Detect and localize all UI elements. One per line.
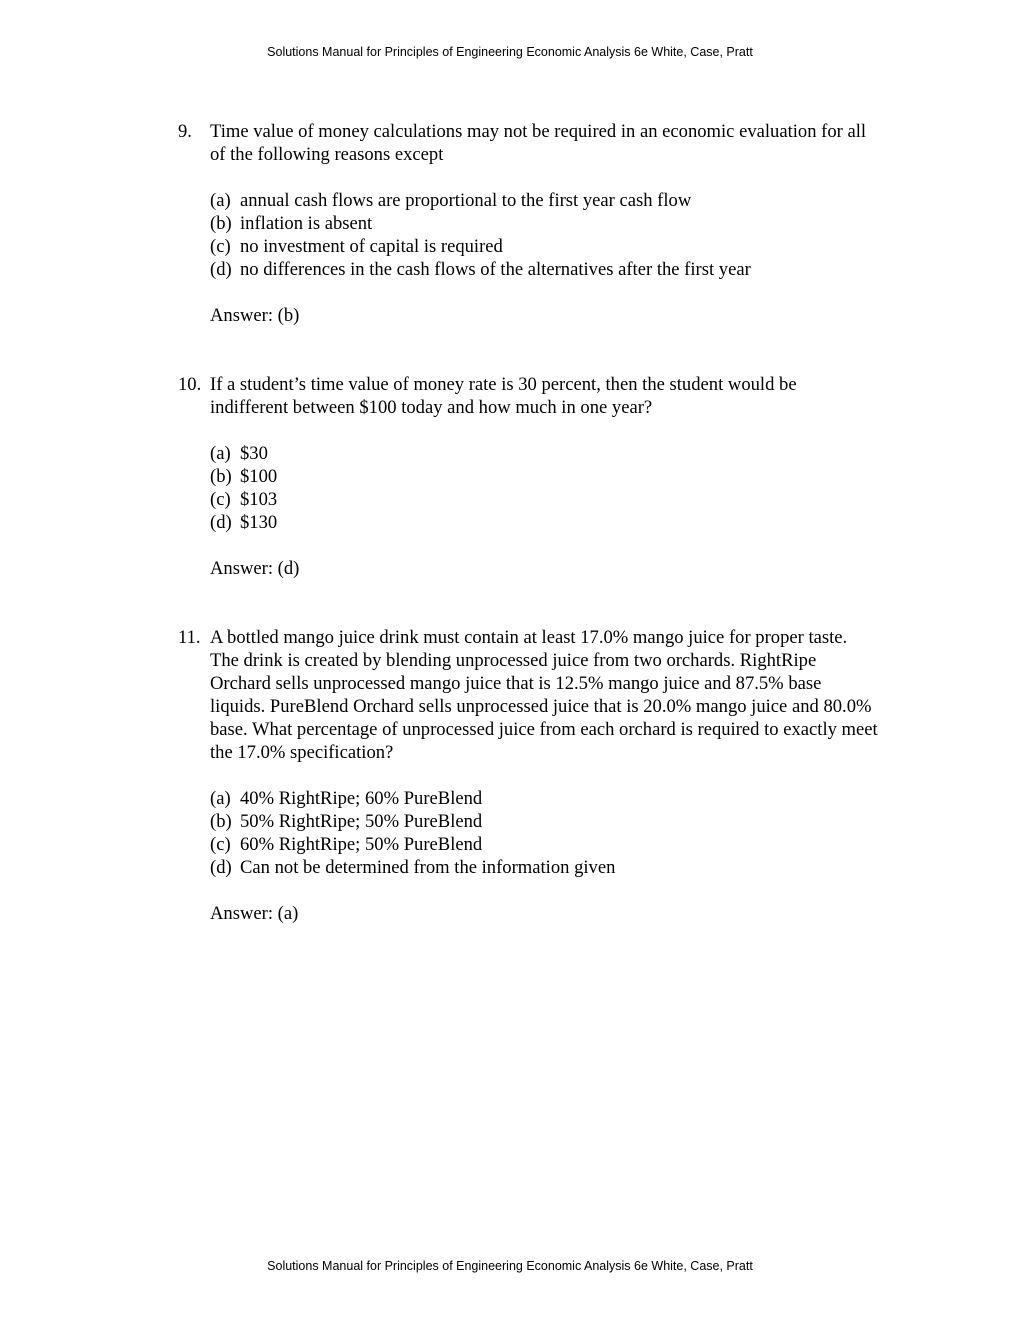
option-text: $100 <box>240 466 278 487</box>
option-text: annual cash flows are proportional to the first year cash flow <box>240 190 692 211</box>
option-d <box>210 511 878 534</box>
question-9 <box>178 120 878 327</box>
option-letter: (d) <box>210 512 232 533</box>
question-text: If a student’s time value of money rate is 30 percent, then the student would be indifferent between $100 today and how much in one year? <box>210 374 797 418</box>
option-d <box>210 258 878 281</box>
option-text: no investment of capital is required <box>240 236 503 257</box>
option-text: no differences in the cash flows of the alternatives after the first year <box>240 259 751 280</box>
option-b <box>210 465 878 488</box>
answer-text: Answer: (b) <box>210 305 300 326</box>
option-letter: (b) <box>210 466 232 487</box>
option-text: $130 <box>240 512 278 533</box>
option-letter: (d) <box>210 857 232 878</box>
option-letter: (d) <box>210 259 232 280</box>
answer-text: Answer: (d) <box>210 558 300 579</box>
question-number: 9. <box>178 121 192 142</box>
option-letter: (b) <box>210 213 232 234</box>
question-10 <box>178 373 878 580</box>
option-b <box>210 810 878 833</box>
option-text: 40% RightRipe; 60% PureBlend <box>240 788 483 809</box>
question-stem <box>178 373 878 419</box>
option-c <box>210 488 878 511</box>
option-letter: (c) <box>210 834 231 855</box>
option-list <box>178 442 878 534</box>
option-letter: (c) <box>210 236 231 257</box>
running-footer: Solutions Manual for Principles of Engineering Economic Analysis 6e White, Case, Pratt <box>267 1259 753 1273</box>
option-letter: (a) <box>210 190 231 211</box>
option-text: $30 <box>240 443 268 464</box>
running-header: Solutions Manual for Principles of Engineering Economic Analysis 6e White, Case, Pratt <box>267 45 753 59</box>
option-text: 60% RightRipe; 50% PureBlend <box>240 834 483 855</box>
option-c <box>210 833 878 856</box>
question-number: 10. <box>178 374 202 395</box>
option-letter: (a) <box>210 443 231 464</box>
option-c <box>210 235 878 258</box>
option-text: Can not be determined from the information given <box>240 857 616 878</box>
question-stem <box>178 626 878 764</box>
option-letter: (b) <box>210 811 232 832</box>
option-a <box>210 442 878 465</box>
option-a <box>210 787 878 810</box>
option-a <box>210 189 878 212</box>
question-number: 11. <box>178 627 201 648</box>
option-list <box>178 189 878 281</box>
option-b <box>210 212 878 235</box>
option-text: $103 <box>240 489 278 510</box>
question-text: A bottled mango juice drink must contain at least 17.0% mango juice for proper taste. The drink is created by blending unprocessed juice from two orchards. RightRipe Orchard sells unprocessed mango juice that is 12.5% mango juice and 87.5% base liquids. PureBlend Orchard sells unprocessed juice that is 20.0% mango juice and 80.0% base. What percentage of unprocessed juice from each orchard is required to exactly meet the 17.0% specification? <box>210 627 878 763</box>
option-d <box>210 856 878 879</box>
option-text: 50% RightRipe; 50% PureBlend <box>240 811 483 832</box>
question-11 <box>178 626 878 925</box>
answer-text: Answer: (a) <box>210 903 299 924</box>
option-text: inflation is absent <box>240 213 373 234</box>
question-text: Time value of money calculations may not be required in an economic evaluation for all of the following reasons except <box>210 121 867 165</box>
option-letter: (c) <box>210 489 231 510</box>
option-list <box>178 787 878 879</box>
question-stem <box>178 120 878 166</box>
option-letter: (a) <box>210 788 231 809</box>
